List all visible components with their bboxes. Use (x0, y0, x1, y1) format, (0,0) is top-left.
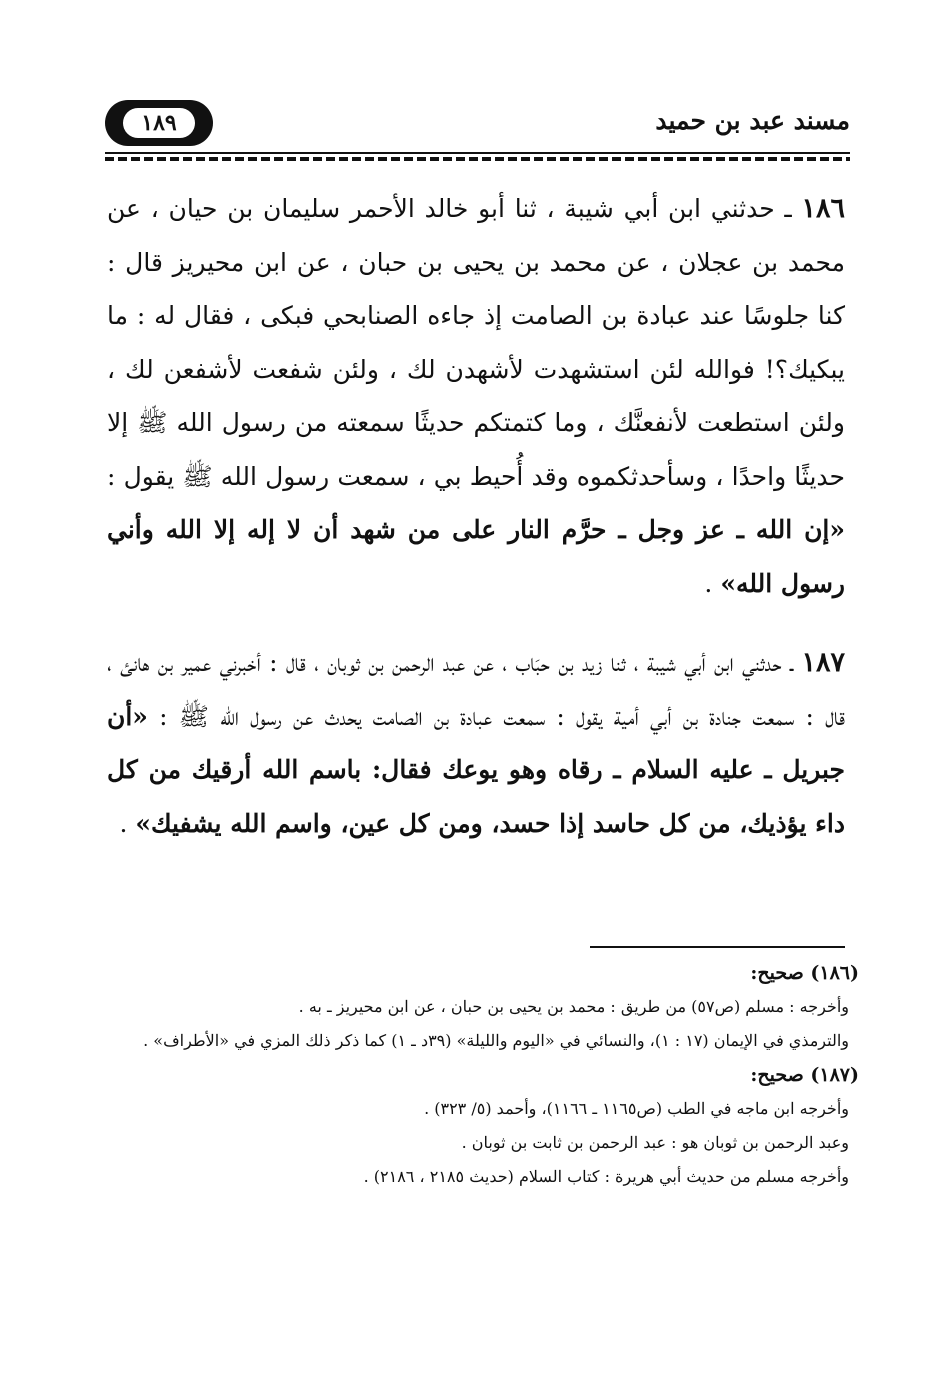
hadith-end: . (119, 808, 136, 838)
footnote-heading-187: (١٨٧) صحيح: (750, 1064, 859, 1086)
footnote-line: وأخرجه مسلم من حديث أبي هريرة : كتاب السلام (حديث ٢١٨٥ ، ٢١٨٦) . (363, 1167, 849, 1186)
hadith-186 (107, 182, 845, 610)
footnote-line: والترمذي في الإيمان (١٧ : ١)، والنسائي في «اليوم والليلة» (٣٩د ـ ١) كما ذكر ذلك المزي في «الأطراف» . (143, 1031, 849, 1050)
footnote-line: وعبد الرحمن بن ثوبان هو : عبد الرحمن بن ثابت بن ثوبان . (461, 1133, 849, 1152)
page-header (105, 100, 850, 152)
footnote-heading-186: (١٨٦) صحيح: (750, 962, 859, 984)
hadith-matn: «أن جبريل ـ عليه السلام ـ رقاه وهو يوعك فقال: باسم الله أرقيك من كل داء يؤذيك، من كل حاسد إذا حسد، ومن كل عين، واسم الله يشفيك» (107, 701, 845, 838)
page-number: ١٨٩ (141, 110, 177, 136)
hadith-isnad: ـ حدثني ابن أبي شيبة ، ثنا أبو خالد الأحمر سليمان بن حيان ، عن محمد بن عجلان ، عن محمد بن يحيى بن حبان ، عن ابن محيريز قال : كنا جلوسًا عند عبادة بن الصامت إذ جاءه الصنابحي فبكى ، فقال له : ما يبكيك؟! فوالله لئن استشهدت لأشهدن لك ، ولئن شفعت لأشفعن لك ، ولئن استطعت لأنفعنَّك ، وما كتمتكم حديثًا سمعته من رسول الله ﷺ إلا حديثًا واحدًا ، وسأحدثكموه وقد أُحيط بي ، سمعت رسول الله ﷺ يقول : (107, 194, 845, 491)
hadith-number: ١٨٧ (801, 647, 845, 678)
page-number-badge-inner (123, 108, 195, 138)
footnote-line: وأخرجه : مسلم (ص٥٧) من طريق : محمد بن يحيى بن حبان ، عن ابن محيريز ـ به . (298, 997, 849, 1016)
footnote-separator (590, 946, 845, 948)
hadith-matn: «إن الله ـ عز وجل ـ حرَّم النار على من شهد أن لا إله إلا الله وأني رسول الله» (107, 515, 845, 598)
book-title: مسند عبد بن حميد (655, 106, 850, 135)
header-dashed-rule (105, 150, 850, 162)
page-number-badge (105, 100, 213, 148)
footnote-line: وأخرجه ابن ماجه في الطب (ص١١٦٥ ـ ١١٦٦)، وأحمد (٥/ ٣٢٣) . (424, 1099, 849, 1118)
main-text (107, 182, 845, 850)
hadith-end: . (704, 568, 721, 598)
hadith-187 (107, 636, 845, 850)
hadith-number: ١٨٦ (801, 193, 845, 224)
footnotes (107, 956, 859, 1194)
hadith-isnad: ـ حدثني ابن أبي شيبة ، ثنا زيد بن حبَاب ، عن عبد الرحمن بن ثوبان ، قال : أخبرني عمير بن هانئ ، قال : سمعت جنادة بن أبي أمية يقول : سمعت عبادة بن الصامت يحدث عن رسول الله ﷺ : (107, 648, 845, 731)
